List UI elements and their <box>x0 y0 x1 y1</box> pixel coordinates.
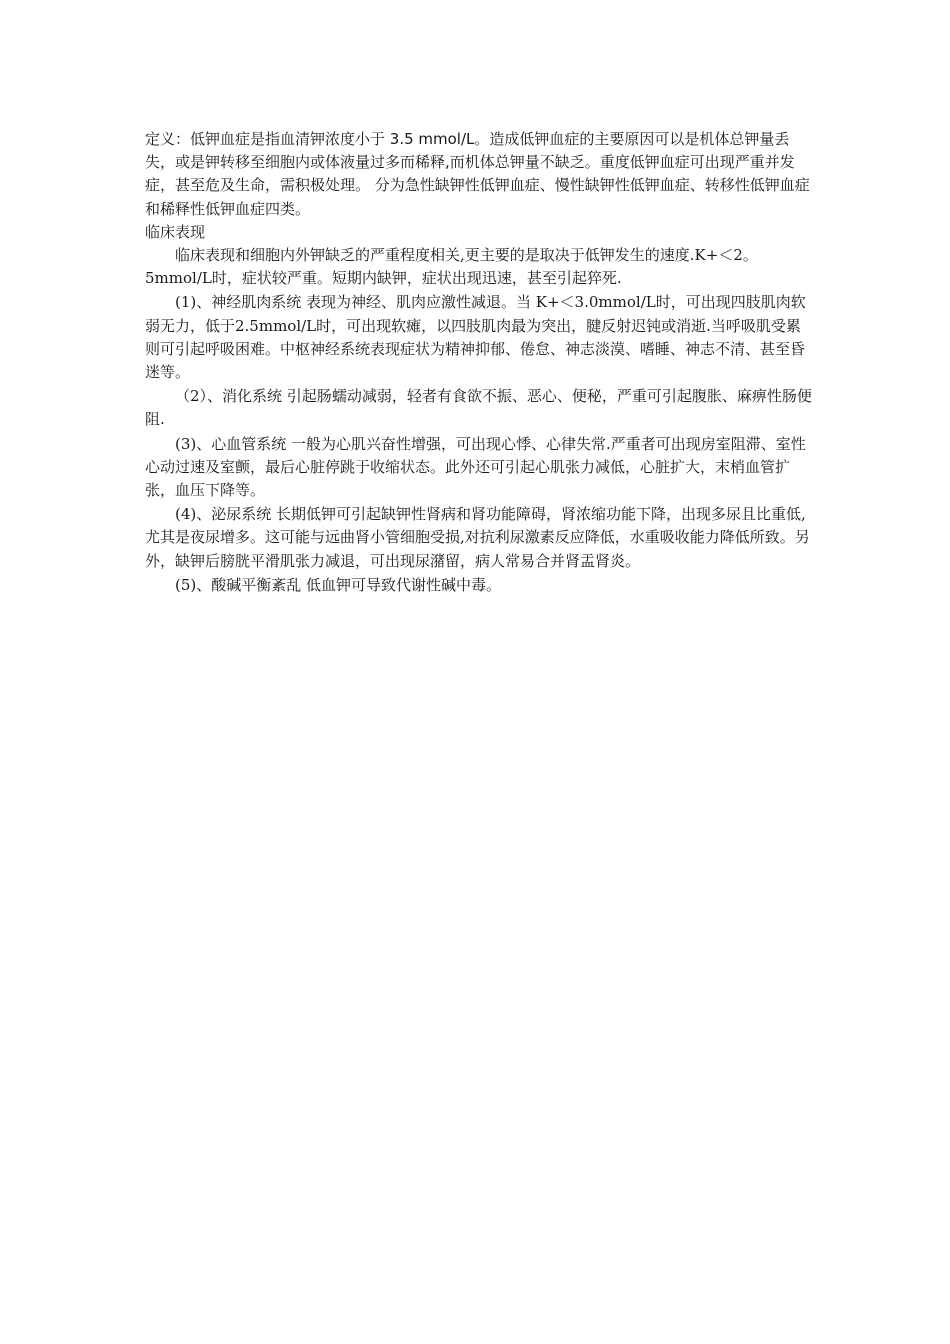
item-neuromuscular: (1)、神经肌肉系统 表现为神经、肌肉应激性减退。当 K+＜3.0mmol/L时，可出现四肢肌肉软弱无力，低于2.5mmol/L时，可出现软瘫，以四肢肌肉最为突出，腱反射迟钝或消逝.当呼吸肌受累则可引起呼吸困难。中枢神经系统表现症状为精神抑郁、倦怠、神志淡漠、嗜睡、神志不清、甚至昏迷等。 <box>145 293 806 382</box>
item-acid-base: (5)、酸碱平衡紊乱 低血钾可导致代谢性碱中毒。 <box>175 575 502 594</box>
item-digestive: （2）、消化系统 引起肠蠕动减弱，轻者有食欲不振、恶心、便秘，严重可引起腹胀、麻痹性肠便阻. <box>145 387 812 429</box>
intro-paragraph: 临床表现和细胞内外钾缺乏的严重程度相关,更主要的是取决于低钾发生的速度.K+＜2。5mmol/L时，症状较严重。短期内缺钾，症状出现迅速，甚至引起猝死. <box>145 246 758 288</box>
item-urinary: (4)、泌尿系统 长期低钾可引起缺钾性肾病和肾功能障碍，肾浓缩功能下降，出现多尿且比重低,尤其是夜尿增多。这可能与远曲肾小管细胞受损,对抗利尿激素反应降低，水重吸收能力降低所致。另外，缺钾后膀胱平滑肌张力减退，可出现尿潴留，病人常易合并肾盂肾炎。 <box>145 505 810 570</box>
definition-paragraph: 定义：低钾血症是指血清钾浓度小于 3.5 mmol/L。造成低钾血症的主要原因可以是机体总钾量丢失，或是钾转移至细胞内或体液量过多而稀释,而机体总钾量不缺乏。重度低钾血症可出现严重并发症，甚至危及生命，需积极处理。 分为急性缺钾性低钾血症、慢性缺钾性低钾血症、转移性低钾血症和稀释性低钾血症四类。 <box>145 130 810 218</box>
document-body <box>145 128 815 597</box>
section-heading: 临床表现 <box>145 222 206 241</box>
item-cardiovascular: (3)、心血管系统 一般为心肌兴奋性增强，可出现心悸、心律失常.严重者可出现房室阻滞、室性心动过速及室颤，最后心脏停跳于收缩状态。此外还可引起心肌张力减低，心脏扩大，末梢血管扩张，血压下降等。 <box>145 434 806 500</box>
